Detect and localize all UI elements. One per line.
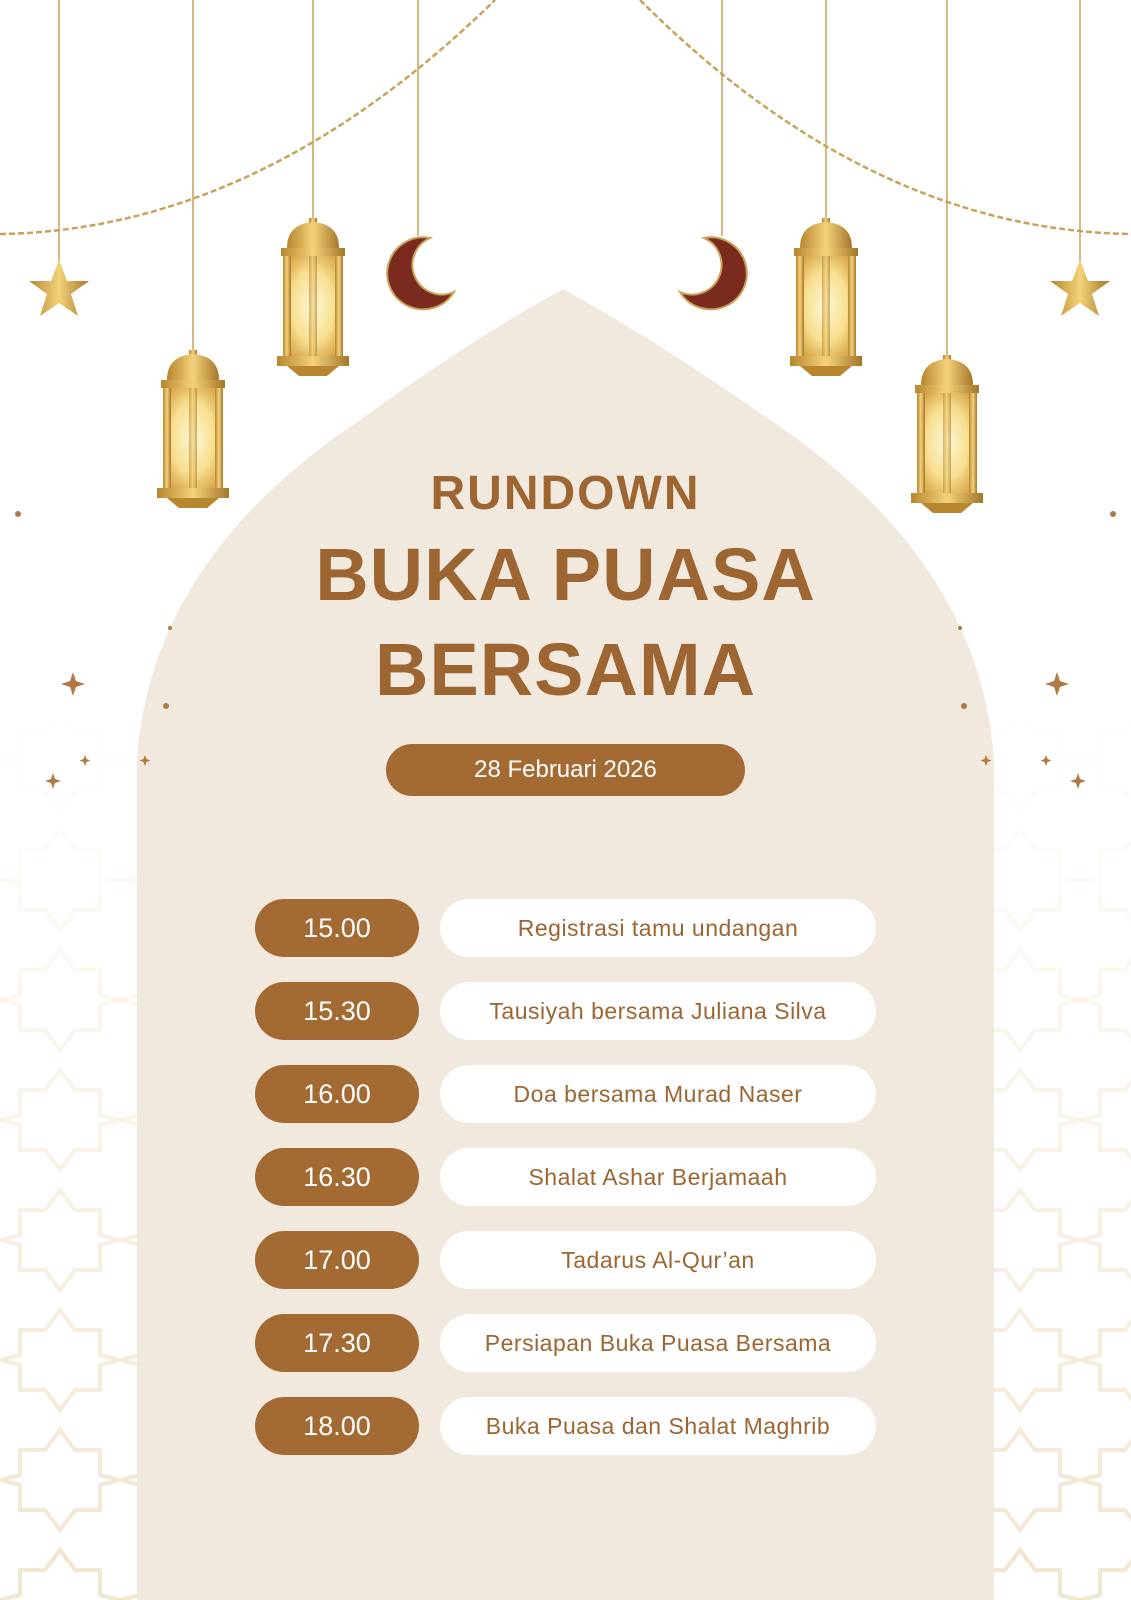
schedule-time: 18.00 <box>255 1397 419 1455</box>
schedule-time: 16.00 <box>255 1065 419 1123</box>
schedule-row <box>255 1231 877 1289</box>
schedule-row <box>255 982 877 1040</box>
schedule-activity: Doa bersama Murad Naser <box>440 1065 876 1123</box>
schedule-time: 17.30 <box>255 1314 419 1372</box>
schedule-activity: Tadarus Al-Qur’an <box>440 1231 876 1289</box>
event-title-line2: BERSAMA <box>374 628 757 711</box>
schedule-time: 17.00 <box>255 1231 419 1289</box>
rundown-label: RUNDOWN <box>430 467 701 520</box>
schedule-time: 15.30 <box>255 982 419 1040</box>
schedule-row <box>255 1148 877 1206</box>
schedule-activity: Registrasi tamu undangan <box>440 899 876 957</box>
schedule-activity: Persiapan Buka Puasa Bersama <box>440 1314 876 1372</box>
schedule-activity: Shalat Ashar Berjamaah <box>440 1148 876 1206</box>
schedule-activity: Buka Puasa dan Shalat Maghrib <box>440 1397 876 1455</box>
event-date: 28 Februari 2026 <box>474 756 657 783</box>
event-date-badge <box>386 744 745 796</box>
schedule-row <box>255 1397 877 1455</box>
schedule-row <box>255 1314 877 1372</box>
schedule-activity: Tausiyah bersama Juliana Silva <box>440 982 876 1040</box>
schedule-row <box>255 1065 877 1123</box>
schedule-time: 16.30 <box>255 1148 419 1206</box>
event-title-line1: BUKA PUASA <box>315 533 816 616</box>
schedule-row <box>255 899 877 957</box>
schedule-time: 15.00 <box>255 899 419 957</box>
